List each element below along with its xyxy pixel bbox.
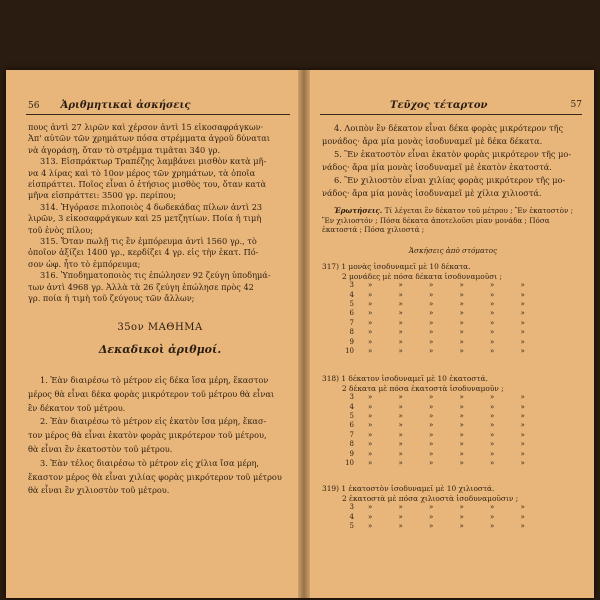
ditto-marks: » » » » » » <box>368 512 537 521</box>
grid-row <box>342 319 584 328</box>
exercise-grid <box>322 503 584 531</box>
text-line: 313. Εἰσπράκτωρ Τραπέζης λαμβάνει μισθὸν κατὰ μῆ- <box>40 156 267 167</box>
text-line: 2. Ἐὰν διαιρέσω τὸ μέτρον εἰς ἑκατὸν ἴσα μέρη, ἕκασ- <box>40 416 267 427</box>
ditto-marks: » » » » » » <box>368 393 537 402</box>
grid-row <box>342 281 584 290</box>
ditto-marks: » » » » » » <box>368 430 537 439</box>
book-spread <box>6 70 594 598</box>
grid-row <box>342 309 584 318</box>
grid-row <box>342 328 584 337</box>
text-line: τοῦ ἑνὸς πίλου; <box>28 224 93 235</box>
page-number: 56 <box>28 101 40 111</box>
grid-row <box>342 440 584 449</box>
grid-row <box>342 393 584 402</box>
ditto-marks: » » » » » » <box>368 521 537 530</box>
left-header <box>28 100 290 111</box>
questions-label: Ἐρωτήσεις. <box>334 206 383 215</box>
row-number: 10 <box>345 346 354 355</box>
grid-row <box>342 291 584 300</box>
grid-row <box>342 338 584 347</box>
exercise-line: 317) 1 μονὰς ἰσοδυναμεῖ μὲ 10 δέκατα. <box>322 262 471 271</box>
text-line: 1. Ἐὰν διαιρέσω τὸ μέτρον εἰς δέκα ἴσα μέρη, ἕκαστον <box>40 375 269 385</box>
ditto-marks: » » » » » » <box>368 328 537 337</box>
text-line: μονάδος· ἄρα μία μονὰς ἰσοδυναμεῖ μὲ δέκα δέκατα. <box>322 136 543 146</box>
text-line: θὰ εἶναι ἓν ἑκατοστὸν τοῦ μέτρου. <box>28 443 173 454</box>
text-line: 316. Ὑποδηματοποιὸς τις ἐπώλησεν 92 ζεύγη ὑποδημά- <box>40 270 271 281</box>
questions-block <box>322 206 584 235</box>
text-line: πους ἀντὶ 27 λιρῶν καὶ χέρσον ἀντὶ 15 εἰκοσαφράγκων· <box>28 122 264 132</box>
left-page <box>6 70 298 598</box>
grid-row <box>342 421 584 430</box>
grid-row <box>342 450 584 459</box>
text-line: μῆνα εἰσπράττει: 3500 γρ. περίπου; <box>28 190 177 201</box>
row-number: 7 <box>349 318 354 327</box>
grid-row <box>342 459 584 468</box>
row-number: 3 <box>349 393 354 402</box>
right-page <box>310 70 594 598</box>
text-line: σον ὠφ. ἦτο τὸ ἐμπόρευμα; <box>28 258 141 269</box>
ditto-marks: » » » » » » <box>368 421 537 430</box>
text-line: νάδος· ἄρα μία μονὰς ἰσοδυναμεῖ μὲ χίλια χιλιοστά. <box>322 188 542 198</box>
ditto-marks: » » » » » » <box>368 281 537 290</box>
grid-row <box>342 347 584 356</box>
row-number: 4 <box>349 290 354 299</box>
exercise-line: 2 ἑκατοστὰ μὲ πόσα χιλιοστὰ ἰσοδυναμοῦσιν ; <box>342 493 519 503</box>
row-number: 7 <box>349 430 354 439</box>
text-line: 4. Λοιπὸν ἓν δέκατον εἶναι δέκα φορὰς μικρότερον τῆς <box>334 123 564 133</box>
left-text <box>28 122 292 305</box>
exercise-318 <box>322 374 584 468</box>
text-line: 5. Ἓν ἑκατοστὸν εἶναι ἑκατὸν φορὰς μικρότερον τῆς μο- <box>334 149 572 159</box>
row-number: 6 <box>349 421 354 430</box>
header-rule <box>320 114 582 115</box>
page-number: 57 <box>570 100 582 110</box>
row-number: 5 <box>349 521 354 530</box>
questions-text: Τί λέγεται ἓν δέκατον τοῦ μέτρου ; Ἓν ἑκατοστὸν ; Ἓν χιλιοστόν ; Πόσα δέκατα ἀποτελοῦσι μίαν μονάδα ; Πόσα ἑκατοστά ; Πόσα χιλιοστά ; <box>322 206 574 235</box>
text-line: 314. Ἠγόρασε πιλοποιὸς 4 δωδεκάδας πίλων ἀντὶ 23 <box>40 201 263 212</box>
grid-row <box>342 403 584 412</box>
ditto-marks: » » » » » » <box>368 440 537 449</box>
row-number: 4 <box>349 512 354 521</box>
ditto-marks: » » » » » » <box>368 346 537 355</box>
row-number: 8 <box>349 440 354 449</box>
row-number: 4 <box>349 402 354 411</box>
exercise-grid <box>322 393 584 468</box>
row-number: 9 <box>349 337 354 346</box>
text-line: ὁποῖον ἀξίζει 1400 γρ., κερδίζει 4 γρ. εἰς τὴν ἑκατ. Πό- <box>28 247 259 258</box>
ditto-marks: » » » » » » <box>368 309 537 318</box>
grid-row <box>342 503 584 512</box>
book-gutter <box>298 70 310 598</box>
ditto-marks: » » » » » » <box>368 402 537 411</box>
row-number: 5 <box>349 299 354 308</box>
text-line: 315. Ὅταν πωλῇ τις ἓν ἐμπόρευμα ἀντὶ 1560 γρ., τὸ <box>40 236 257 247</box>
lesson-title: 35ον ΜΑΘΗΜΑ <box>117 322 203 333</box>
exercise-line: 318) 1 δέκατον ἰσοδυναμεῖ μὲ 10 ἑκατοστά. <box>322 374 488 383</box>
row-number: 6 <box>349 309 354 318</box>
row-number: 9 <box>349 449 354 458</box>
text-line: 3. Ἐὰν τέλος διαιρέσω τὸ μέτρον εἰς χίλια ἴσα μέρη, <box>40 457 260 468</box>
exercise-grid <box>322 281 584 356</box>
header-title: Τεῦχος τέταρτον <box>390 100 488 111</box>
right-text <box>322 122 584 200</box>
ditto-marks: » » » » » » <box>368 458 537 467</box>
text-line: λιρῶν, 3 εἰκοσαφράγκων καὶ 25 μετζητίων. Ποία ἡ τιμὴ <box>28 213 262 224</box>
ditto-marks: » » » » » » <box>368 299 537 308</box>
exercise-317 <box>322 262 584 356</box>
text-line: νάδος· ἄρα μία μονὰς ἰσοδυναμεῖ μὲ ἑκατὸν ἑκατοστά. <box>322 162 552 172</box>
row-number: 8 <box>349 328 354 337</box>
exercise-319 <box>322 484 584 531</box>
ditto-marks: » » » » » » <box>368 503 537 512</box>
ditto-marks: » » » » » » <box>368 290 537 299</box>
header-rule <box>26 114 290 115</box>
oral-exercises-title: Ἀσκήσεις ἀπὸ στόματος <box>408 246 498 255</box>
text-line: ἕκαστον μέρος θὰ εἶναι χιλίας φορὰς μικρότερον τοῦ μέτρου <box>28 471 282 482</box>
ditto-marks: » » » » » » <box>368 337 537 346</box>
header-title: Ἀριθμητικαὶ ἀσκήσεις <box>60 100 191 111</box>
lesson-subtitle: Δεκαδικοὶ ἀριθμοί. <box>98 343 222 356</box>
row-number: 10 <box>345 458 354 467</box>
row-number: 5 <box>349 411 354 420</box>
ditto-marks: » » » » » » <box>368 318 537 327</box>
grid-row <box>342 431 584 440</box>
exercise-line: 2 μονάδες μὲ πόσα δέκατα ἰσοδυναμοῦσι ; <box>342 271 503 281</box>
text-line: γρ. ποία ἡ τιμὴ τοῦ ζεύγους τῶν ἄλλων; <box>28 293 195 304</box>
grid-row <box>342 300 584 309</box>
text-line: εἰσπράττει. Ποῖος εἶναι ὁ ἐτήσιος μισθὸς του, ὅταν κατὰ <box>28 179 267 190</box>
text-line: των ἀντὶ 4968 γρ. Ἀλλὰ τὰ 26 ζεύγη ἐπώλησε πρὸς 42 <box>28 281 254 292</box>
text-line: τον μέρος θὰ εἶναι ἑκατὸν φορὰς μικρότερον τοῦ μέτρου, <box>28 430 267 441</box>
right-header <box>320 100 582 111</box>
lesson-text <box>28 374 292 498</box>
grid-row <box>342 412 584 421</box>
grid-row <box>342 513 584 522</box>
text-line: μέρος θὰ εἶναι δέκα φορὰς μικρότερον τοῦ μέτρου θὰ εἶναι <box>28 388 275 399</box>
row-number: 3 <box>349 503 354 512</box>
exercise-line: 319) 1 ἑκατοστὸν ἰσοδυναμεῖ μὲ 10 χιλιοστά. <box>322 484 495 493</box>
text-line: Ἀπ' αὐτῶν τῶν χρημάτων πόσα στρέμματα ἀγροῦ δύναται <box>28 133 271 144</box>
ditto-marks: » » » » » » <box>368 411 537 420</box>
exercise-line: 2 δέκατα μὲ πόσα ἑκατοστὰ ἰσοδυναμοῦν ; <box>342 383 504 393</box>
text-line: 6. Ἓν χιλιοστὸν εἶναι χιλίας φορὰς μικρότερον τῆς μο- <box>334 175 566 185</box>
grid-row <box>342 522 584 531</box>
text-line: νὰ ἀγοράσῃ, ὅταν τὸ στρέμμα τιμᾶται 340 γρ. <box>28 144 221 155</box>
text-line: να 4 λίρας καὶ τὸ 10ον μέρος τῶν χρημάτων, τὰ ὁποῖα <box>28 167 256 178</box>
text-line: θὰ εἶναι ἓν χιλιοστὸν τοῦ μέτρου. <box>28 485 170 496</box>
row-number: 3 <box>349 281 354 290</box>
text-line: ἓν δέκατον τοῦ μέτρου. <box>28 402 126 413</box>
ditto-marks: » » » » » » <box>368 449 537 458</box>
